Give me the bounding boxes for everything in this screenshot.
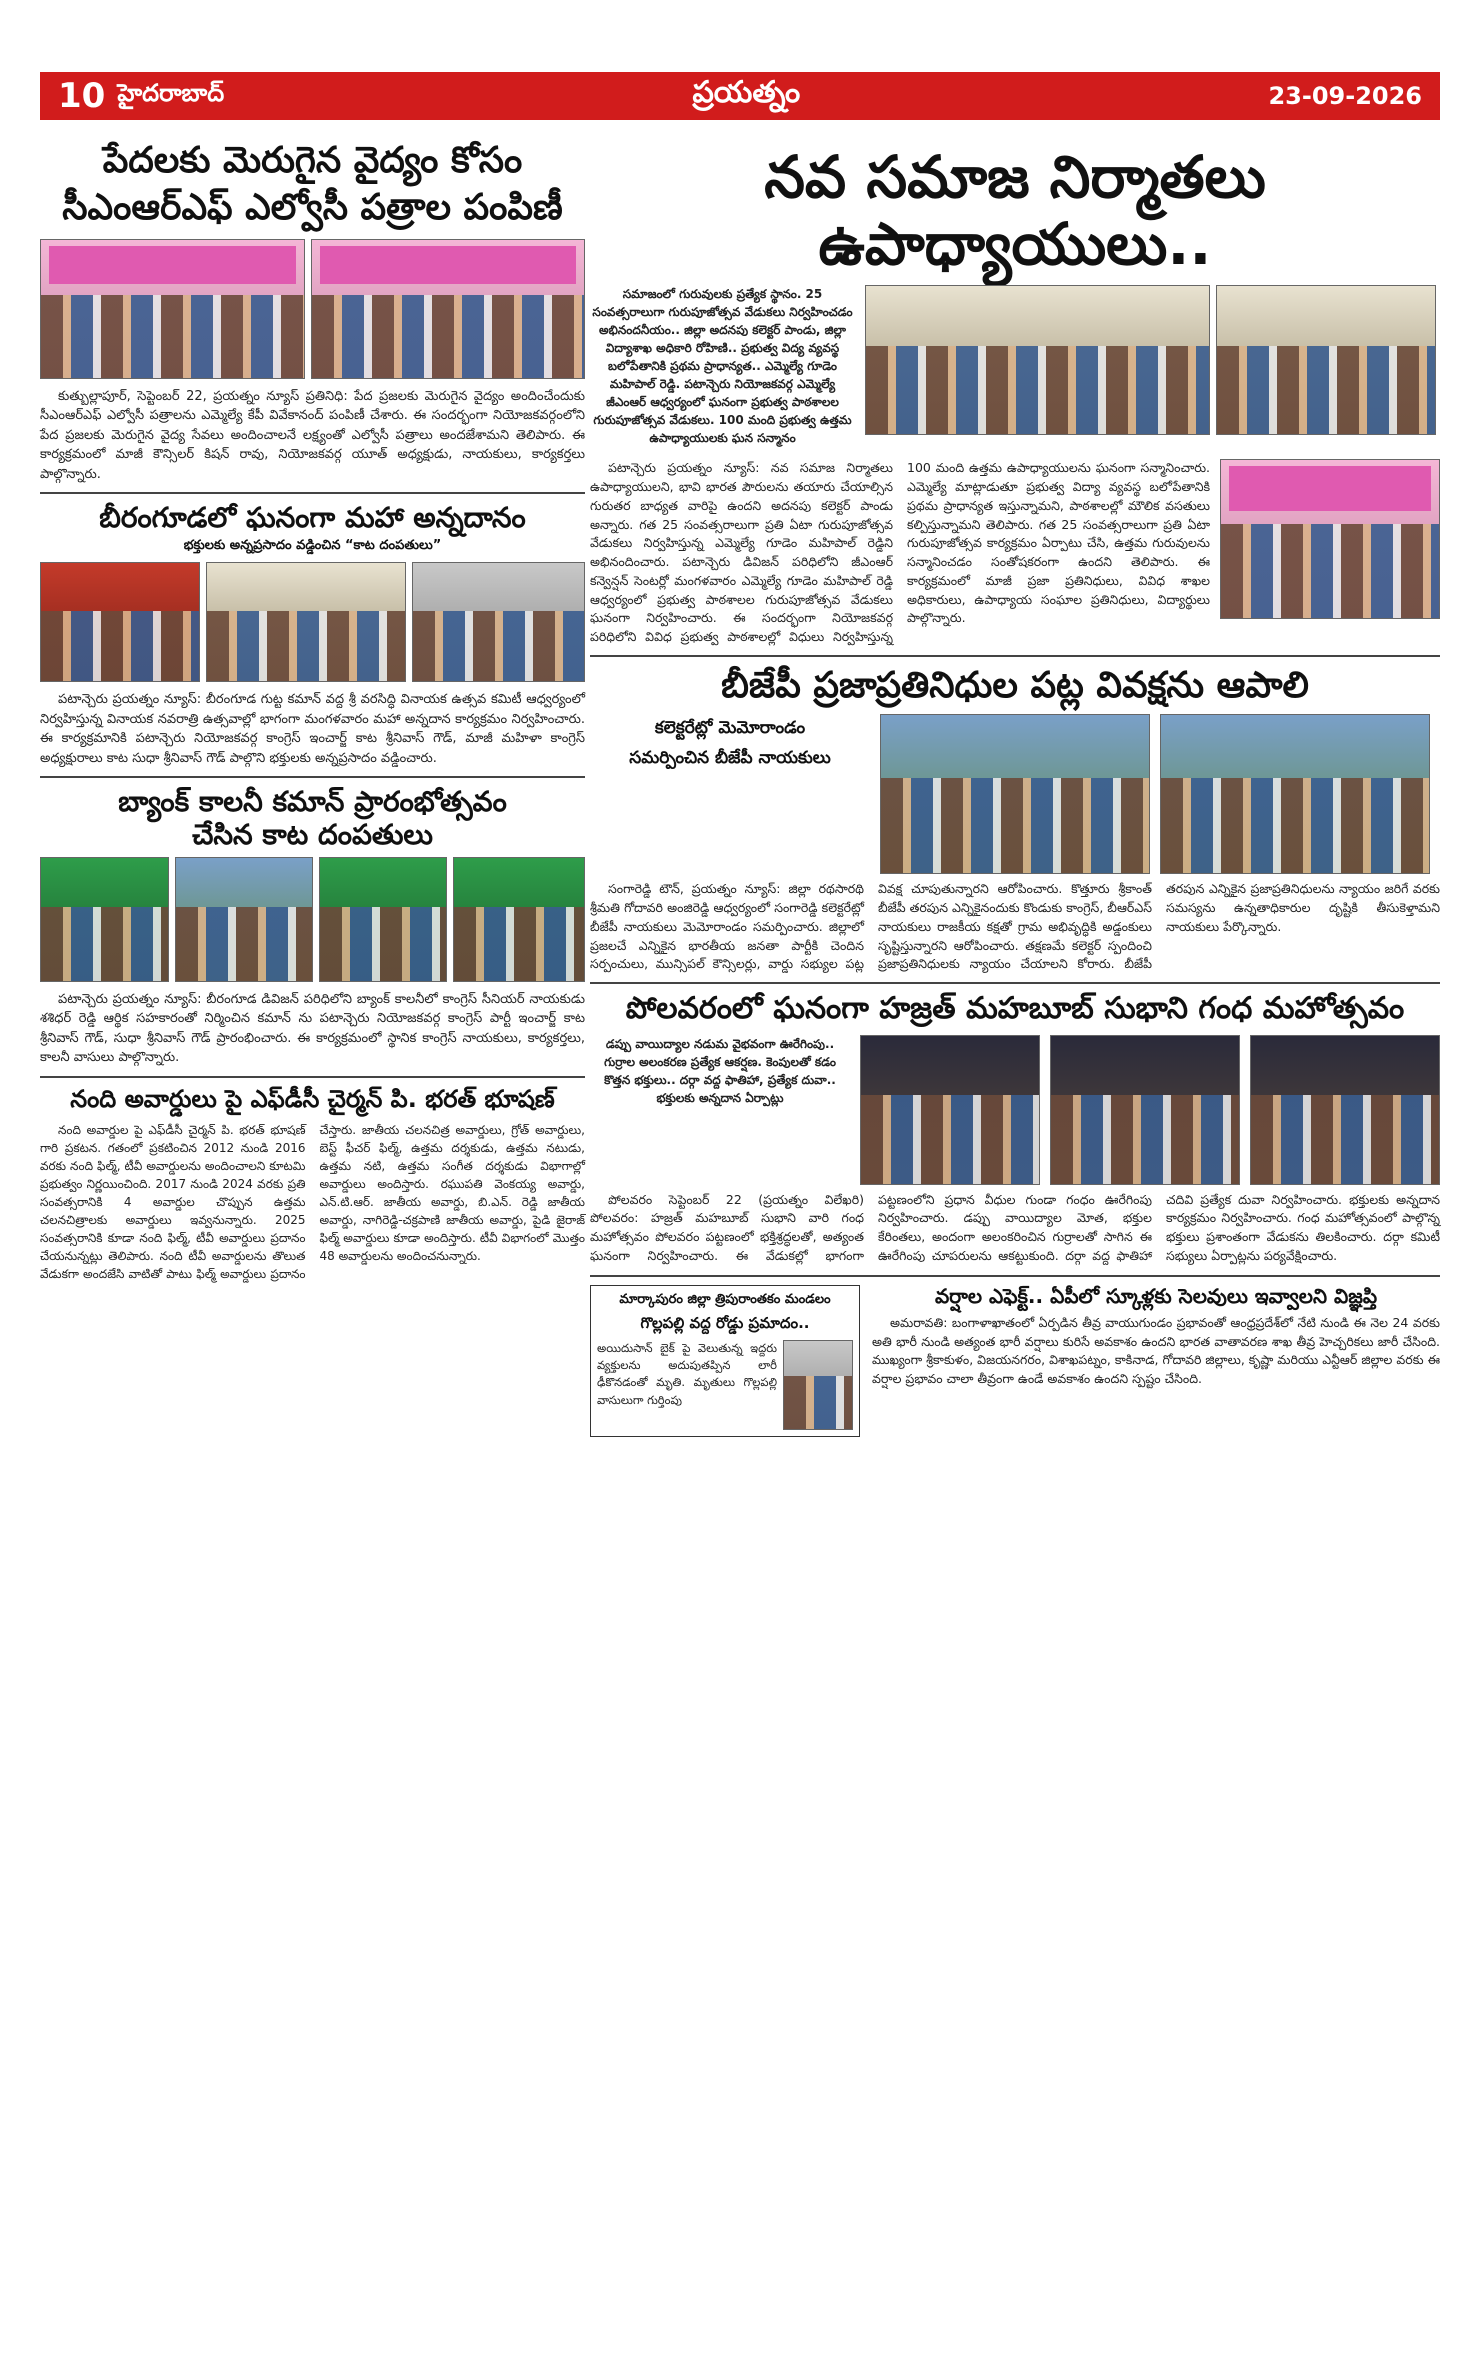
story-rain-headline: వర్షాల ఎఫెక్ట్.. ఏపీలో స్కూళ్లకు సెలవులు ఇవ్వాలని విజ్ఞప్తి — [934, 1283, 1378, 1308]
story-kaman-photo-1 — [40, 857, 169, 982]
story-kaman-text: పటాన్చెరు ప్రయత్నం న్యూస్: బీరంగూడ డివిజన్ పరిధిలోని బ్యాంక్ కాలనీలో కాంగ్రెస్ సీనియర్ నాయకుడు శశిధర్ రెడ్డి ఆర్థిక సహకారంతో నిర్మించిన కమాన్ ను పటాన్చెరు నియోజకవర్గ కాంగ్రెస్ పార్టీ ఇంచార్జ్ కాట శ్రీనివాస్ గౌడ్, సుధా శ్రీనివాస్ గౌడ్ ప్రారంభించారు. ఈ కార్యక్రమంలో స్థానిక కాంగ్రెస్ నాయకులు, కార్యకర్తలు, కాలనీ వాసులు పాల్గొన్నారు. — [40, 991, 585, 1066]
story-bjp-text-col — [590, 714, 870, 874]
story-teachers-highlights — [590, 285, 855, 447]
bottom-row — [590, 1285, 1440, 1437]
story-annadanam-text: పటాన్చెరు ప్రయత్నం న్యూస్: బీరంగూడ గుట్ట కమాన్ వద్ద శ్రీ వరసిద్ధి వినాయక ఉత్సవ కమిటీ ఆధ్వర్యంలో నిర్వహిస్తున్న వినాయక నవరాత్రి ఉత్సవాల్లో భాగంగా మంగళవారం మహా అన్నదాన కార్యక్రమం నిర్వహించారు. ఈ కార్యక్రమానికి పటాన్చెరు నియోజకవర్గ కాంగ్రెస్ ఇంచార్జ్ కాట శ్రీనివాస్ గౌడ్, మాజీ మహిళా కాంగ్రెస్ అధ్యక్షురాలు కాట సుధా శ్రీనివాస్ గౌడ్ పాల్గొని భక్తులకు అన్నప్రసాదం వడ్డించారు. — [40, 692, 585, 766]
story-polavaram-layout — [590, 1035, 1440, 1185]
story-accident — [590, 1285, 860, 1437]
story-bjp-sub-1: కలెక్టరేట్లో మెమోరాండం — [654, 718, 806, 739]
story-cmrf-text: కుత్బుల్లాపూర్, సెప్టెంబర్ 22, ప్రయత్నం న్యూస్ ప్రతినిధి: పేద ప్రజలకు మెరుగైన వైద్యం అందించేందుకు సీఎంఆర్ఎఫ్ ఎల్వోసీ పత్రాలను ఎమ్మెల్యే కేపీ వివేకానంద్ పంపిణీ చేశారు. ఈ సందర్భంగా నియోజకవర్గంలోని పేద ప్రజలకు మెరుగైన వైద్య సేవలు అందించాలనే లక్ష్యంతో ఎల్వోసీ పత్రాలు అందజేశామని తెలిపారు. ఈ కార్యక్రమంలో మాజీ కౌన్సిలర్ కిషన్ రావు, నియోజకవర్గ యూత్ అధ్యక్షుడు, నాయకులు, కార్యకర్తలు పాల్గొన్నారు. — [40, 388, 585, 482]
story-cmrf-headline-2: సీఎంఆర్ఎఫ్ ఎల్వోసీ పత్రాల పంపిణీ — [62, 187, 563, 229]
story-kaman-photo-2 — [175, 857, 313, 982]
story-annadanam-photo-2 — [206, 562, 406, 682]
story-teachers-photo-row — [865, 285, 1440, 435]
story-annadanam-sub: భక్తులకు అన్నప్రసాదం వడ్డించిన “కాట దంపతులు” — [183, 538, 442, 554]
story-accident-content — [597, 1340, 853, 1430]
story-annadanam-body — [40, 690, 585, 768]
story-polavaram-highlights-text: డప్పు వాయిద్యాల నడుమ వైభవంగా ఊరేగింపు.. గుర్రాల అలంకరణ ప్రత్యేక ఆకర్షణ. కెంపులతో కడం కొత్తన భక్తులు.. దర్గా వద్ద ఫాతిహా, ప్రత్యేక దువా.. భక్తులకు అన్నదాన ఏర్పాట్లు — [604, 1036, 836, 1105]
story-cmrf-body — [40, 387, 585, 485]
story-annadanam-photos — [40, 562, 585, 682]
story-cmrf — [40, 130, 585, 484]
story-annadanam-headline: బీరంగూడలో ఘనంగా మహా అన్నదానం — [99, 501, 526, 535]
story-teachers-photo-3 — [1220, 459, 1440, 619]
divider — [590, 982, 1440, 984]
story-teachers-headline: నవ సమాజ నిర్మాతలు ఉపాధ్యాయులు.. — [764, 143, 1266, 278]
divider — [590, 1275, 1440, 1277]
story-nandi — [40, 1086, 585, 1284]
story-kaman-photo-4 — [453, 857, 585, 982]
story-bjp-text: సంగారెడ్డి టౌన్, ప్రయత్నం న్యూస్: జిల్లా రథసారథి శ్రీమతి గోదావరి అంజిరెడ్డి ఆధ్వర్యంలో సంగారెడ్డి కలెక్టరేట్లో బీజేపీ నాయకులు మెమోరాండం సమర్పించారు. జిల్లాలో ప్రజలచే ఎన్నికైన భారతీయ జనతా పార్టీకి చెందిన సర్పంచులు, మున్సిపల్ కౌన్సిలర్లు, వార్డు సభ్యుల పట్ల వివక్ష చూపుతున్నారని ఆరోపించారు. కొత్తూరు శ్రీకాంత్ బీజేపీ తరపున ఎన్నికైనందుకు కొండుకు కాంగ్రెస్, బీఆర్ఎస్ నాయకులు రాజకీయ కక్షతో గ్రామ అభివృద్ధికి అడ్డంకులు సృష్టిస్తున్నారని ఆరోపించారు. తక్షణమే కలెక్టర్ స్పందించి ప్రజాప్రతినిధులకు న్యాయం చేయాలని కోరారు. బీజేపీ తరపున ఎన్నికైన ప్రజాప్రతినిధులను న్యాయం జరిగే వరకు సమస్యను ఉన్నతాధికారుల దృష్టికి తీసుకెళ్తామని నాయకులు పేర్కొన్నారు. — [590, 881, 1440, 972]
story-teachers-text: పటాన్చెరు ప్రయత్నం న్యూస్: నవ సమాజ నిర్మాతలు ఉపాధ్యాయులని, భావి భారత పౌరులను తయారు చేయాల్సిన గురుతర బాధ్యత వారిపై ఉందని అదనపు కలెక్టర్ పాండు అన్నారు. గత 25 సంవత్సరాలుగా ప్రతి ఏటా గురుపూజోత్సవ వేడుకలు నిర్వహిస్తున్న ఎమ్మెల్యే గూడెం మహిపాల్ రెడ్డిని అభినందించారు. పటాన్చెరు డివిజన్ పరిధిలోని జీఎంఆర్ కన్వెన్షన్ సెంటర్లో మంగళవారం ఎమ్మెల్యే గూడెం మహిపాల్ రెడ్డి ఆధ్వర్యంలో ప్రభుత్వ పాఠశాలల గురుపూజోత్సవ వేడుకలు ఘనంగా నిర్వహించారు. ఈ సందర్భంగా నియోజకవర్గ పరిధిలోని వివిధ ప్రభుత్వ పాఠశాలల్లో విధులు నిర్వహిస్తున్న 100 మంది ఉత్తమ ఉపాధ్యాయులను ఘనంగా సన్మానించారు. ఎమ్మెల్యే మాట్లాడుతూ ప్రభుత్వ విద్యా వ్యవస్థ బలోపేతానికి ప్రథమ ప్రాధాన్యత ఇస్తున్నామని, పాఠశాలల్లో మౌలిక వసతులు కల్పిస్తున్నామని తెలిపారు. గత 25 సంవత్సరాలుగా ప్రతి ఏటా గురుపూజోత్సవ కార్యక్రమం ఏర్పాటు చేసి, ఉత్తమ గురువులను సన్మానించడం సంతోషకరంగా ఉందని తెలిపారు. ఈ కార్యక్రమంలో మాజీ ప్రజా ప్రతినిధులు, వివిధ శాఖల అధికారులు, ఉపాధ్యాయ సంఘాల ప్రతినిధులు, విద్యార్థులు పాల్గొన్నారు. — [590, 460, 1210, 645]
story-bjp-headline: బీజేపీ ప్రజాప్రతినిధుల పట్ల వివక్షను ఆపాలి — [721, 664, 1309, 706]
city-label: హైదరాబాద్ — [117, 79, 225, 107]
story-bjp-layout — [590, 714, 1440, 874]
story-nandi-text: నంది అవార్డుల పై ఎఫ్‌డీసీ చైర్మన్ పి. భరత్ భూషణ్ గారి ప్రకటన. గతంలో ప్రకటించిన 2012 నుండి 2016 వరకు నంది ఫిల్మ్, టీవీ అవార్డులను అందించాలని కూటమి ప్రభుత్వం నిర్ణయించింది. 2017 నుండి 2024 వరకు ప్రతి సంవత్సరానికి 4 అవార్డుల చొప్పున ఉత్తమ చలనచిత్రాలకు అవార్డులు ఇవ్వనున్నారు. 2025 సంవత్సరానికి కూడా నంది ఫిల్మ్, టీవీ అవార్డులు ప్రదానం చేయనున్నట్లు తెలిపారు. నంది టీవీ అవార్డులను తొలుత వేడుకగా అందజేసి వాటితో పాటు ఫిల్మ్ అవార్డులు ప్రదానం చేస్తారు. జాతీయ చలనచిత్ర అవార్డులు, గ్రోత్ అవార్డులు, బెస్ట్ ఫీచర్ ఫిల్మ్, ఉత్తమ దర్శకుడు, ఉత్తమ నటుడు, ఉత్తమ నటి, ఉత్తమ సంగీత దర్శకుడు విభాగాల్లో అవార్డులు అందిస్తారు. రఘుపతి వెంకయ్య అవార్డు, ఎన్.టి.ఆర్. జాతీయ అవార్డు, బి.ఎన్. రెడ్డి జాతీయ అవార్డు, నాగిరెడ్డి-చక్రపాణి జాతీయ అవార్డు, పైడి జైరాజ్ ఫిల్మ్ అవార్డులు కూడా అందిస్తారు. టీవీ విభాగంలో మొత్తం 48 అవార్డులను అందించనున్నారు. — [40, 1123, 585, 1282]
story-bjp-photo-1 — [880, 714, 1150, 874]
story-kaman-headline-1: బ్యాంక్ కాలనీ కమాన్ ప్రారంభోత్సవం — [118, 785, 507, 819]
divider — [590, 655, 1440, 657]
story-teachers-photo-1 — [865, 285, 1210, 435]
left-column — [40, 130, 585, 1283]
story-rain — [872, 1285, 1440, 1437]
story-polavaram-body — [590, 1191, 1440, 1267]
story-bjp — [590, 665, 1440, 974]
page-number: 10 — [58, 76, 106, 116]
story-bjp-photo-2 — [1160, 714, 1430, 874]
masthead-left — [58, 76, 224, 116]
story-polavaram-photo-2 — [1050, 1035, 1240, 1185]
story-accident-headline: మార్కాపురం జిల్లా త్రిపురాంతకం మండలం — [619, 1291, 831, 1307]
story-teachers-layout — [590, 285, 1440, 451]
story-kaman-headline-2: చేసిన కాట దంపతులు — [192, 817, 433, 851]
story-teachers-sidebar — [590, 285, 855, 451]
story-bjp-sub-2: సమర్పించిన బీజేపీ నాయకులు — [629, 748, 831, 769]
story-annadanam — [40, 502, 585, 768]
story-accident-body — [597, 1340, 777, 1430]
newspaper-brand: ప్రయత్నం — [692, 75, 801, 110]
story-rain-body — [872, 1314, 1440, 1389]
story-kaman-body — [40, 990, 585, 1068]
story-teachers-lower — [590, 459, 1440, 647]
story-polavaram-photo-3 — [1250, 1035, 1440, 1185]
divider — [40, 1076, 585, 1078]
story-rain-text: అమరావతి: బంగాళాఖాతంలో ఏర్పడిన తీవ్ర వాయుగుండం ప్రభావంతో ఆంధ్రప్రదేశ్‌లో నేటి నుండి ఈ నెల 24 వరకు అతి భారీ నుండి అత్యంత భారీ వర్షాలు కురిసే అవకాశం ఉందని భారత వాతావరణ శాఖ తీవ్ర హెచ్చరికలు జారీ చేసింది. ముఖ్యంగా శ్రీకాకుళం, విజయనగరం, విశాఖపట్నం, కాకినాడ, గోదావరి జిల్లాలు, కృష్ణా మరియు ఎన్టీఆర్ జిల్లాల వరకు ఈ వర్షాల ప్రభావం చాలా తీవ్రంగా ఉండే అవకాశం ఉందని స్పష్టం చేసింది. — [872, 1314, 1440, 1387]
story-polavaram-text: పోలవరం సెప్టెంబర్ 22 (ప్రయత్నం విలేఖరి) పోలవరం: హజ్రత్ మహబూబ్ సుభాని వారి గంధ మహోత్సవం పోలవరం పట్టణంలో భక్తిశ్రద్ధలతో, అత్యంత ఘనంగా నిర్వహించారు. ఈ వేడుకల్లో భాగంగా పట్టణంలోని ప్రధాన వీధుల గుండా గంధం ఊరేగింపు నిర్వహించారు. డప్పు వాయిద్యాల మోత, భక్తుల కేరింతలు, అందంగా అలంకరించిన గుర్రాలతో సాగిన ఈ ఊరేగింపు చూపరులను ఆకట్టుకుంది. దర్గా వద్ద ఫాతిహా చదివి ప్రత్యేక దువా నిర్వహించారు. భక్తులకు అన్నదాన కార్యక్రమం నిర్వహించారు. గంధ మహోత్సవంలో పాల్గొన్న భక్తులు ప్రశాంతంగా వేడుకను తిలకించారు. దర్గా కమిటీ సభ్యులు ఏర్పాట్లను పర్యవేక్షించారు. — [590, 1191, 1440, 1263]
story-teachers-highlights-text: సమాజంలో గురువులకు ప్రత్యేక స్థానం. 25 సంవత్సరాలుగా గురుపూజోత్సవ వేడుకలు నిర్వహించడం అభినందనీయం.. జిల్లా అదనపు కలెక్టర్ పాండు, జిల్లా విద్యాశాఖ అధికారి రోహిణి.. ప్రభుత్వ విద్య వ్యవస్థ బలోపేతానికి ప్రథమ ప్రాధాన్యత.. ఎమ్మెల్యే గూడెం మహిపాల్ రెడ్డి. పటాన్చెరు నియోజకవర్గ ఎమ్మెల్యే జీఎంఆర్ ఆధ్వర్యంలో ఘనంగా ప్రభుత్వ పాఠశాలల గురుపూజోత్సవ వేడుకలు. 100 మంది ప్రభుత్వ ఉత్తమ ఉపాధ్యాయులకు ఘన సన్మానం — [592, 287, 853, 446]
masthead — [40, 72, 1440, 120]
story-cmrf-photo-1 — [40, 239, 305, 379]
divider — [40, 492, 585, 494]
story-cmrf-photos — [40, 239, 585, 379]
story-polavaram — [590, 992, 1440, 1267]
story-accident-photo — [783, 1340, 853, 1430]
story-accident-text: అయిదుసాన్ బైక్ పై వెలుతున్న ఇద్దరు వ్యక్తులను అదుపుతప్పిన లారీ ఢీకొనడంతో మృతి. మృతులు గొల్లపల్లి వాసులుగా గుర్తింపు — [597, 1340, 777, 1407]
story-polavaram-sidebar-col — [590, 1035, 850, 1185]
story-kaman — [40, 786, 585, 1067]
story-nandi-headline: నంది అవార్డులు పై ఎఫ్‌డీసీ చైర్మన్ పి. భరత్ భూషణ్ — [70, 1084, 555, 1113]
story-teachers-body — [590, 459, 1210, 647]
story-annadanam-photo-3 — [412, 562, 585, 682]
story-cmrf-photo-2 — [311, 239, 585, 379]
story-cmrf-headline-1: పేదలకు మెరుగైన వైద్యం కోసం — [102, 140, 523, 181]
story-nandi-body — [40, 1121, 585, 1283]
story-teachers-photo-2 — [1216, 285, 1436, 435]
story-annadanam-photo-1 — [40, 562, 200, 682]
story-polavaram-headline: పోలవరంలో ఘనంగా హజ్రత్ మహబూబ్ సుభాని గంధ మహోత్సవం — [625, 991, 1405, 1027]
story-polavaram-highlights — [590, 1035, 850, 1107]
story-polavaram-photo-1 — [860, 1035, 1040, 1185]
right-column — [590, 130, 1440, 1437]
divider — [40, 776, 585, 778]
issue-date: 23-09-2026 — [1268, 82, 1422, 110]
story-accident-sub: గొల్లపల్లి వద్ద రోడ్డు ప్రమాదం.. — [640, 1313, 810, 1332]
story-kaman-photo-3 — [319, 857, 448, 982]
story-kaman-photos — [40, 857, 585, 982]
story-teachers — [590, 130, 1440, 647]
story-bjp-body — [590, 880, 1440, 974]
story-teachers-photos — [865, 285, 1440, 451]
